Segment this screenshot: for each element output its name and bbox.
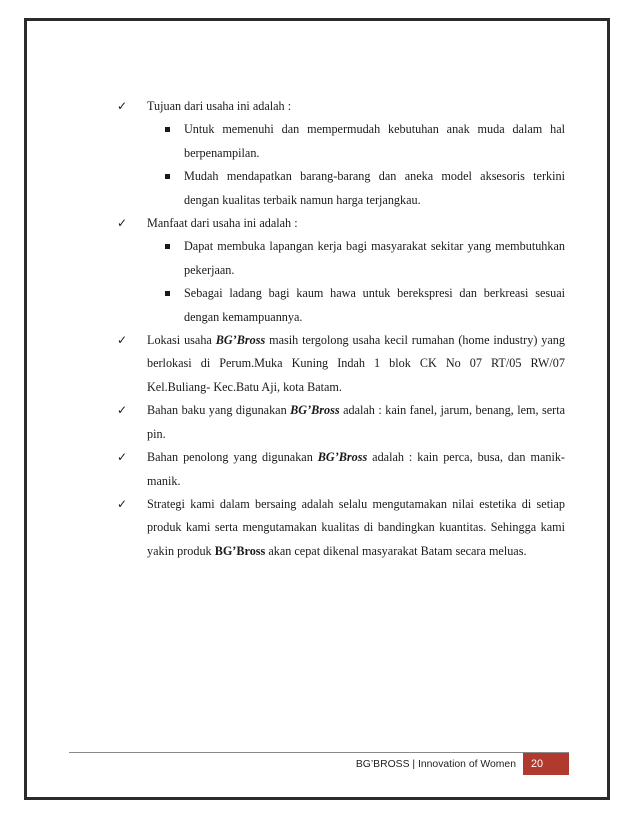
sub-list-item bbox=[117, 235, 565, 282]
list-item-text bbox=[147, 329, 565, 399]
square-bullet-icon bbox=[165, 244, 170, 249]
text-segment: akan cepat dikenal masyarakat Batam secara meluas. bbox=[265, 543, 527, 558]
square-bullet-icon bbox=[165, 174, 170, 179]
text-segment: Strategi kami dalam bersaing adalah selalu mengutamakan nilai estetika di setiap produk kami serta mengutamakan kualitas di bandingkan kuantitas. Sehingga kami yakin produk bbox=[147, 496, 565, 558]
check-list-item bbox=[117, 446, 565, 493]
text-segment: Lokasi usaha bbox=[147, 333, 216, 348]
list-item-text bbox=[147, 446, 565, 493]
check-list-item bbox=[117, 329, 565, 399]
sub-item-text: Sebagai ladang bagi kaum hawa untuk berekspresi dan berkreasi sesuai dengan kemampuannya. bbox=[184, 286, 565, 324]
list-item-text: Tujuan dari usaha ini adalah : bbox=[147, 99, 292, 113]
square-bullet-icon bbox=[165, 291, 170, 296]
check-icon: ✓ bbox=[117, 403, 128, 418]
check-icon: ✓ bbox=[117, 333, 128, 348]
sub-item-text: Untuk memenuhi dan mempermudah kebutuhan anak muda dalam hal berpenampilan. bbox=[184, 122, 565, 160]
list-item-text: Manfaat dari usaha ini adalah : bbox=[147, 216, 298, 231]
check-list-item bbox=[117, 212, 565, 235]
list-item-text bbox=[147, 493, 565, 563]
square-bullet-icon bbox=[165, 127, 170, 132]
sub-list-item bbox=[117, 118, 565, 165]
page-footer bbox=[69, 752, 569, 775]
brand-name: BG’Bross bbox=[317, 450, 368, 465]
check-icon: ✓ bbox=[117, 450, 128, 465]
brand-name: BG’Bross bbox=[290, 403, 340, 418]
text-segment: masih tergolong usaha kecil rumahan (home industry) yang berlokasi di Perum.Muka Kuning Indah 1 blok CK No 07 RT/05 RW/07 Kel.Buliang- Kec.Batu Aji, kota Batam. bbox=[147, 333, 565, 394]
text-segment: adalah : kain perca, busa, dan manik-manik. bbox=[147, 450, 565, 488]
check-list-item bbox=[117, 95, 565, 118]
check-list-item bbox=[117, 493, 565, 563]
footer-title: BG’BROSS | Innovation of Women bbox=[355, 759, 516, 770]
check-icon: ✓ bbox=[117, 216, 128, 231]
check-icon: ✓ bbox=[117, 496, 128, 511]
check-list-item bbox=[117, 399, 565, 446]
sub-list-item bbox=[117, 165, 565, 212]
page-number: 20 bbox=[523, 753, 569, 775]
list-item-text bbox=[147, 399, 565, 446]
text-segment: Bahan baku yang digunakan bbox=[147, 403, 291, 418]
brand-name: BG’Bross bbox=[215, 333, 266, 348]
brand-name: BG’Bross bbox=[214, 543, 266, 558]
check-icon: ✓ bbox=[117, 99, 128, 113]
document-body bbox=[117, 95, 565, 563]
sub-item-text: Mudah mendapatkan barang-barang dan aneka model aksesoris terkini dengan kualitas terbaik namun harga terjangkau. bbox=[184, 169, 565, 207]
text-segment: Bahan penolong yang digunakan bbox=[147, 450, 318, 465]
text-segment: adalah : kain fanel, jarum, benang, lem, serta pin. bbox=[147, 403, 565, 441]
sub-item-text: Dapat membuka lapangan kerja bagi masyarakat sekitar yang membutuhkan pekerjaan. bbox=[184, 239, 565, 277]
sub-list-item bbox=[117, 282, 565, 329]
